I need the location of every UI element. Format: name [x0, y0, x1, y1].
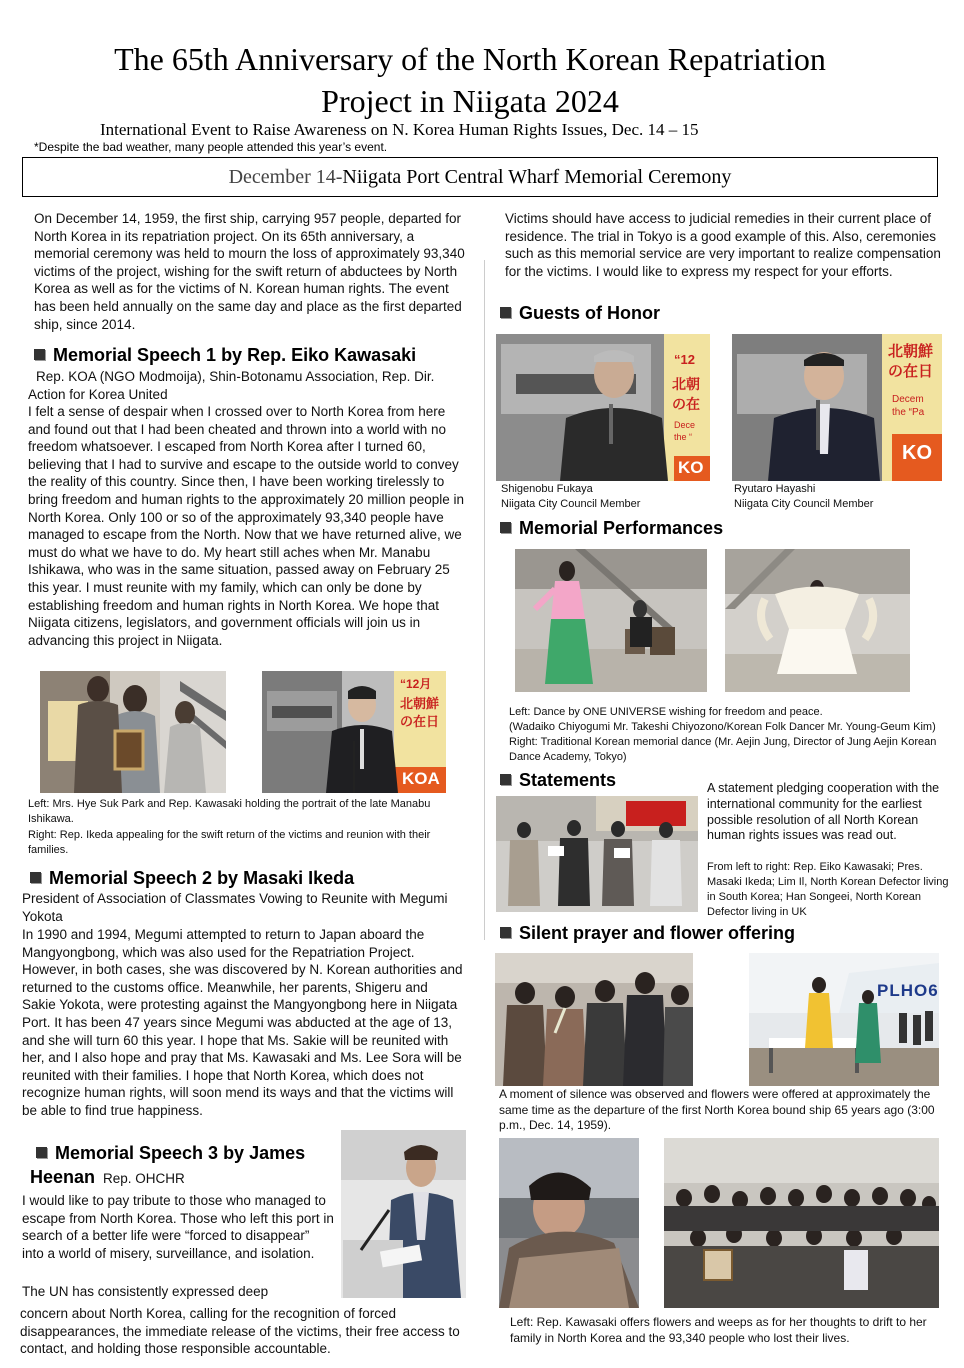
- guests-heading: [500, 303, 660, 324]
- sign-koa: KOA: [402, 769, 440, 788]
- speech1-affiliation: Rep. KOA (NGO Modmoija), Shin-Botonamu Association, Rep. Dir. Action for Korea United: [28, 369, 435, 402]
- guest-sign-b: 北朝: [672, 376, 700, 392]
- bullet-square-icon: [500, 927, 511, 938]
- speech3-name: Heenan: [30, 1167, 96, 1187]
- speech1-heading-text: Memorial Speech 1 by Rep. Eiko Kawasaki: [53, 345, 417, 365]
- speech1-body: I felt a sense of despair when I crossed over to North Korea from here and found out that I had been cheated and thrown into a world with no freedom whatsoever. I escaped from North Korea after I turned 60, believing that I had to survive and escape to the outside world to convey the reality of this country. Since then, I have been working tirelessly to bring freedom and human rights to the approximately 20 million people in North Korea. Only 100 or so of the approximately 93,340 people have managed to escape from the North. Now that we have returned alive, we must do what we have to do. My heart still aches when Mr. Manabu Ishikawa, who was in the same situation, passed away on February 25 this year. I must reunite with my family, which can only be done by establishing freedom and human rights in North Korea. We hope that Niigata citizens, legislators, and government officials will join us in advancing this project in Niigata.: [28, 404, 465, 648]
- page-title: [0, 38, 940, 122]
- guest-sign-d: 北朝鮮: [888, 343, 934, 360]
- photo-korean-memorial-dance: [725, 549, 910, 692]
- photo-portrait-holding: [40, 671, 226, 793]
- speech1-caption-right: Right: Rep. Ikeda appealing for the swift return of the victims and reunion with their families.: [28, 829, 431, 856]
- bullet-square-icon: [36, 1147, 47, 1158]
- guest2-caption: [734, 482, 954, 512]
- performances-caption: [509, 705, 954, 765]
- speech2-body: In 1990 and 1994, Megumi attempted to return to Japan aboard the Mangyongbong, which was also used for the Repatriation Project. However, in both cases, she was discovered by N. Korean authorities and returned to the customs office. Meanwhile, her parents, Shigeru and Sakie Yokota, were protesting against the Mangyongbong here in Niigata Port. It has been 47 years since Megumi was abducted at the age of 13, and she will turn 60 this year. I hope that Ms. Sakie will be reunited with her, and I also hope and pray that Ms. Kawasaki and Ms. Lee Sora will be reunited with their families. I hope that North Korea, which does not recognize human rights, will soon mend its ways and that the victims will be able to find true happiness.: [22, 927, 463, 1118]
- photo-ikeda-speaking: [262, 671, 446, 793]
- statements-heading: [500, 770, 616, 791]
- speech1-heading: [34, 345, 416, 366]
- banner-date: December 14-: [228, 166, 343, 188]
- bullet-square-icon: [34, 349, 45, 360]
- sign-text-3: の在日: [400, 714, 440, 729]
- speech2-affiliation: President of Association of Classmates Vowing to Reunite with Megumi Yokota: [22, 891, 448, 924]
- banner-place: Niigata Port Central Wharf Memorial Ceremony: [342, 166, 732, 188]
- section-banner: [22, 157, 938, 197]
- speech1-caption-left: Left: Mrs. Hye Suk Park and Rep. Kawasaki holding the portrait of the late Manabu Ishikawa.: [28, 798, 431, 825]
- prayer-caption: A moment of silence was observed and flowers were offered at approximately the same time as the departure of the first North Korea bound ship 65 years ago (3:00 p.m., Dec. 14, 1959).: [499, 1087, 935, 1133]
- guest2-role: Niigata City Council Member: [734, 498, 874, 510]
- performances-caption-1: Left: Dance by ONE UNIVERSE wishing for freedom and peace.: [509, 706, 823, 718]
- performances-caption-3: Right: Traditional Korean memorial dance (Mr. Aejin Jung, Director of Jung Aejin Korean Dance Academy, Tokyo): [509, 736, 937, 763]
- guest-sign-ko: KO: [678, 458, 704, 477]
- photo-one-universe-dance: [515, 549, 707, 692]
- guest-sign-i: the “: [674, 432, 693, 442]
- page-subtitle: International Event to Raise Awareness on N. Korea Human Rights Issues, Dec. 14 – 15: [100, 120, 699, 139]
- guest-sign-a: “12: [674, 352, 695, 367]
- bullet-square-icon: [500, 307, 511, 318]
- column-divider: [484, 260, 485, 940]
- photo-heenan-speaking: [341, 1130, 466, 1298]
- speech2-heading-text: Memorial Speech 2 by Masaki Ikeda: [49, 868, 355, 888]
- bullet-square-icon: [500, 522, 511, 533]
- speech3-heading: [36, 1143, 305, 1164]
- sign-text-2: 北朝鮮: [400, 696, 440, 711]
- speech3-body-full: concern about North Korea, calling for the recognition of forced disappearances, the immediate release of the victims, their free access to contact, and holding those responsible accountable.: [20, 1306, 460, 1357]
- attendance-note: *Despite the bad weather, many people attended this year’s event.: [34, 140, 388, 154]
- speech3-affiliation: Rep. OHCHR: [103, 1171, 185, 1186]
- speech2-heading: [30, 868, 354, 889]
- bullet-square-icon: [500, 774, 511, 785]
- photo-kawasaki-weeping: [499, 1138, 639, 1308]
- intro-paragraph: On December 14, 1959, the first ship, carrying 957 people, departed for North Korea in its repatriation project. On its 65th anniversary, a memorial ceremony was held to mourn the loss of approximately 93,340 victims of the project, wishing for the swift return of abductees by North Korea as well as for the victims of N. Korean human rights. The event has been held annually on the same day and place as the first departed ship, since 2014.: [34, 211, 465, 332]
- prayer-heading: [500, 923, 795, 944]
- guest-sign-g: the “Pa: [892, 407, 925, 418]
- bullet-square-icon: [30, 872, 41, 883]
- statements-caption: From left to right: Rep. Eiko Kawasaki; Pres. Masaki Ikeda; Lim Il, North Korean Defector living in South Korea; Han Songeei, North Korean Defector living in UK: [707, 861, 949, 918]
- guest-sign-f: Decem: [892, 394, 924, 405]
- photo-guest-hayashi: [732, 334, 942, 481]
- performances-heading-text: Memorial Performances: [519, 518, 724, 538]
- photo-guest-fukaya: [496, 334, 710, 481]
- photo-statements-reading: [496, 796, 698, 912]
- guest-sign-koa: KO: [902, 442, 932, 464]
- title-line-2: Project in Niigata 2024: [321, 83, 619, 119]
- photo-group-gathering: [664, 1138, 939, 1308]
- guests-heading-text: Guests of Honor: [519, 303, 661, 323]
- guest-sign-h: Dece: [674, 420, 696, 430]
- speech3-heading-line2: [30, 1167, 185, 1188]
- guest1-role: Niigata City Council Member: [501, 498, 641, 510]
- guest-sign-c: の在: [672, 396, 700, 412]
- photo-flower-offering: [749, 953, 939, 1086]
- statements-text: A statement pledging cooperation with the international community for the earliest possible resolution of all North Korean human rights issues was read out.: [707, 781, 940, 843]
- guest1-name: Shigenobu Fukaya: [501, 483, 593, 495]
- right-intro-paragraph: Victims should have access to judicial remedies in their current place of residence. The trial in Tokyo is a good example of this. Also, ceremonies such as this memorial service are very important to realize compensation for the victims. I would like to express my respect for your efforts.: [505, 211, 941, 279]
- speech3-body-line: The UN has consistently expressed deep: [22, 1284, 269, 1299]
- ship-lettering: PLHO6: [877, 981, 939, 1000]
- guest-sign-e: の在日: [888, 363, 934, 380]
- performances-heading: [500, 518, 723, 539]
- title-line-1: The 65th Anniversary of the North Korean Repatriation: [114, 41, 826, 77]
- speech3-heading-text: Memorial Speech 3 by James: [55, 1143, 306, 1163]
- sign-text-1: “12月: [400, 677, 432, 691]
- guest2-name: Ryutaro Hayashi: [734, 483, 816, 495]
- final-caption: Left: Rep. Kawasaki offers flowers and weeps as for her thoughts to drift to her family in North Korea and the 93,340 people who lost their lives.: [510, 1315, 927, 1345]
- speech3-body-wrapped: I would like to pay tribute to those who managed to escape from North Korea. Those who left this port in search of a better life were “forced to disappear” into a world of misery, surveillance, and isolation.: [22, 1193, 334, 1261]
- performances-caption-2: (Wadaiko Chiyogumi Mr. Takeshi Chiyozono/Korean Folk Dancer Mr. Young-Geum Kim): [509, 721, 936, 733]
- prayer-heading-text: Silent prayer and flower offering: [519, 923, 796, 943]
- photo-silent-prayer: [495, 953, 693, 1086]
- statements-heading-text: Statements: [519, 770, 617, 790]
- guest1-caption: [501, 482, 721, 512]
